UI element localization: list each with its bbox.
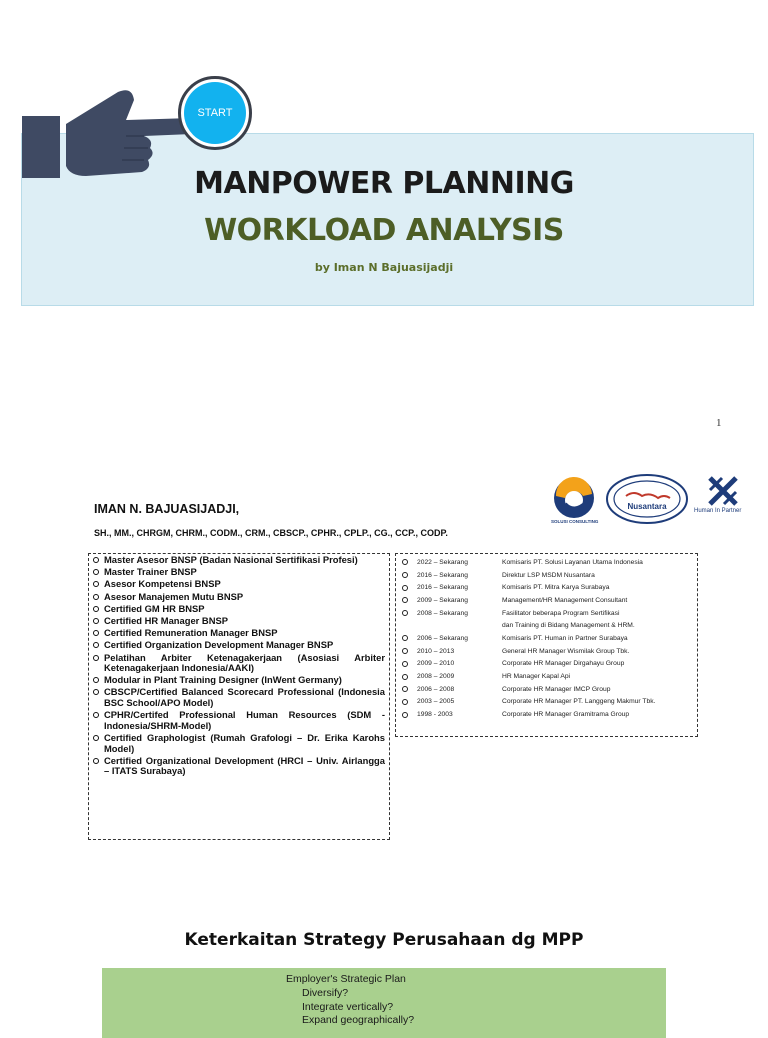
circle-bullet-icon — [93, 642, 99, 648]
list-item: Expand geographically? — [302, 1014, 415, 1027]
circle-bullet-icon — [402, 661, 408, 667]
circle-bullet-icon — [93, 655, 99, 661]
circle-bullet-icon — [93, 630, 99, 636]
circle-bullet-icon — [93, 735, 99, 741]
experience-box — [395, 553, 698, 737]
author-name: IMAN N. BAJUASIJADJI, — [94, 502, 240, 516]
list-item: Asesor Manajemen Mutu BNSP — [93, 592, 385, 603]
table-row: dan Training di Bidang Management & HRM. — [502, 622, 635, 630]
title-main: MANPOWER PLANNING — [194, 166, 574, 201]
author-byline: by Iman N Bajuasijadji — [314, 261, 454, 274]
list-item: Certified Organization Development Manager BNSP — [93, 640, 385, 651]
circle-bullet-icon — [93, 712, 99, 718]
table-row: 2016 – Sekarang Direktur LSP MSDM Nusantara — [402, 569, 692, 582]
table-row: 2006 – 2008 Corporate HR Manager IMCP Group — [402, 683, 692, 696]
list-item: Master Trainer BNSP — [93, 567, 385, 578]
circle-bullet-icon — [93, 557, 99, 563]
circle-bullet-icon — [402, 648, 408, 654]
table-row: 1998 - 2003 Corporate HR Manager Gramitrama Group — [402, 708, 692, 721]
logo2-label: Nusantara — [627, 502, 667, 511]
table-row: 2003 – 2005 Corporate HR Manager PT. Langgeng Makmur Tbk. — [402, 696, 692, 709]
circle-bullet-icon — [93, 758, 99, 764]
nusantara-logo-icon — [606, 474, 688, 524]
circle-bullet-icon — [93, 689, 99, 695]
list-item: Modular in Plant Training Designer (InWent Germany) — [93, 675, 385, 686]
title-sub: WORKLOAD ANALYSIS — [204, 213, 564, 248]
circle-bullet-icon — [402, 597, 408, 603]
table-row: 2009 – Sekarang Management/HR Management Consultant — [402, 594, 692, 607]
start-button[interactable]: START — [184, 82, 246, 144]
page-number: 1 — [716, 417, 722, 429]
list-item: Master Asesor BNSP (Badan Nasional Sertifikasi Profesi) — [93, 555, 385, 566]
circle-bullet-icon — [93, 594, 99, 600]
author-degrees: SH., MM., CHRGM, CHRM., CODM., CRM., CBSCP., CPHR., CPLP., CG., CCP., CODP. — [94, 528, 448, 538]
list-item: Diversify? — [302, 986, 349, 999]
table-row: 2022 – Sekarang Komisaris PT. Solusi Layanan Utama Indonesia — [402, 556, 692, 569]
table-row: 2016 – Sekarang Komisaris PT. Mitra Karya Surabaya — [402, 581, 692, 594]
list-item: Asesor Kompetensi BNSP — [93, 579, 385, 590]
table-row: 2009 – 2010 Corporate HR Manager Dirgahayu Group — [402, 658, 692, 671]
table-row: 2008 – Sekarang Fasilitator beberapa Program Sertifikasi — [402, 607, 692, 620]
list-item: CPHR/Certifed Professional Human Resources (SDM - Indonesia/SHRM-Model) — [93, 710, 385, 731]
circle-bullet-icon — [402, 585, 408, 591]
circle-bullet-icon — [402, 699, 408, 705]
logo1-label: SOLUSI CONSULTING — [551, 519, 599, 524]
list-item: Certified HR Manager BNSP — [93, 616, 385, 627]
list-item: Certified Remuneration Manager BNSP — [93, 628, 385, 639]
circle-bullet-icon — [402, 686, 408, 692]
circle-bullet-icon — [402, 674, 408, 680]
strategic-plan-title: Employer's Strategic Plan — [286, 973, 406, 985]
strategic-plan-text — [286, 973, 414, 1028]
circle-bullet-icon — [402, 572, 408, 578]
circle-bullet-icon — [93, 606, 99, 612]
list-item: Certified GM HR BNSP — [93, 604, 385, 615]
circle-bullet-icon — [93, 581, 99, 587]
list-item: CBSCP/Certified Balanced Scorecard Professional (Indonesia BSC School/APO Model) — [93, 687, 385, 708]
table-row: 2006 – Sekarang Komisaris PT. Human in Partner Surabaya — [402, 632, 692, 645]
circle-bullet-icon — [93, 569, 99, 575]
table-row: 2010 – 2013 General HR Manager Wismilak Group Tbk. — [402, 645, 692, 658]
circle-bullet-icon — [402, 635, 408, 641]
certifications-box — [88, 553, 390, 840]
circle-bullet-icon — [402, 712, 408, 718]
circle-bullet-icon — [402, 610, 408, 616]
list-item: Integrate vertically? — [302, 1000, 394, 1013]
logo3-label: Human In Partner — [694, 508, 742, 514]
section-heading: Keterkaitan Strategy Perusahaan dg MPP — [184, 930, 584, 950]
circle-bullet-icon — [402, 559, 408, 565]
human-in-partner-logo-icon — [706, 474, 740, 508]
circle-bullet-icon — [93, 677, 99, 683]
list-item: Pelatihan Arbiter Ketenagakerjaan (Asosiasi Arbiter Ketenagakerjaan Indonesia/AAKI) — [93, 653, 385, 674]
table-row: 2008 – 2009 HR Manager Kapal Api — [402, 670, 692, 683]
list-item: Certified Organizational Development (HRCI – Univ. Airlangga – ITATS Surabaya) — [93, 756, 385, 777]
list-item: Certified Graphologist (Rumah Grafologi – Dr. Erika Karohs Model) — [93, 733, 385, 754]
circle-bullet-icon — [93, 618, 99, 624]
